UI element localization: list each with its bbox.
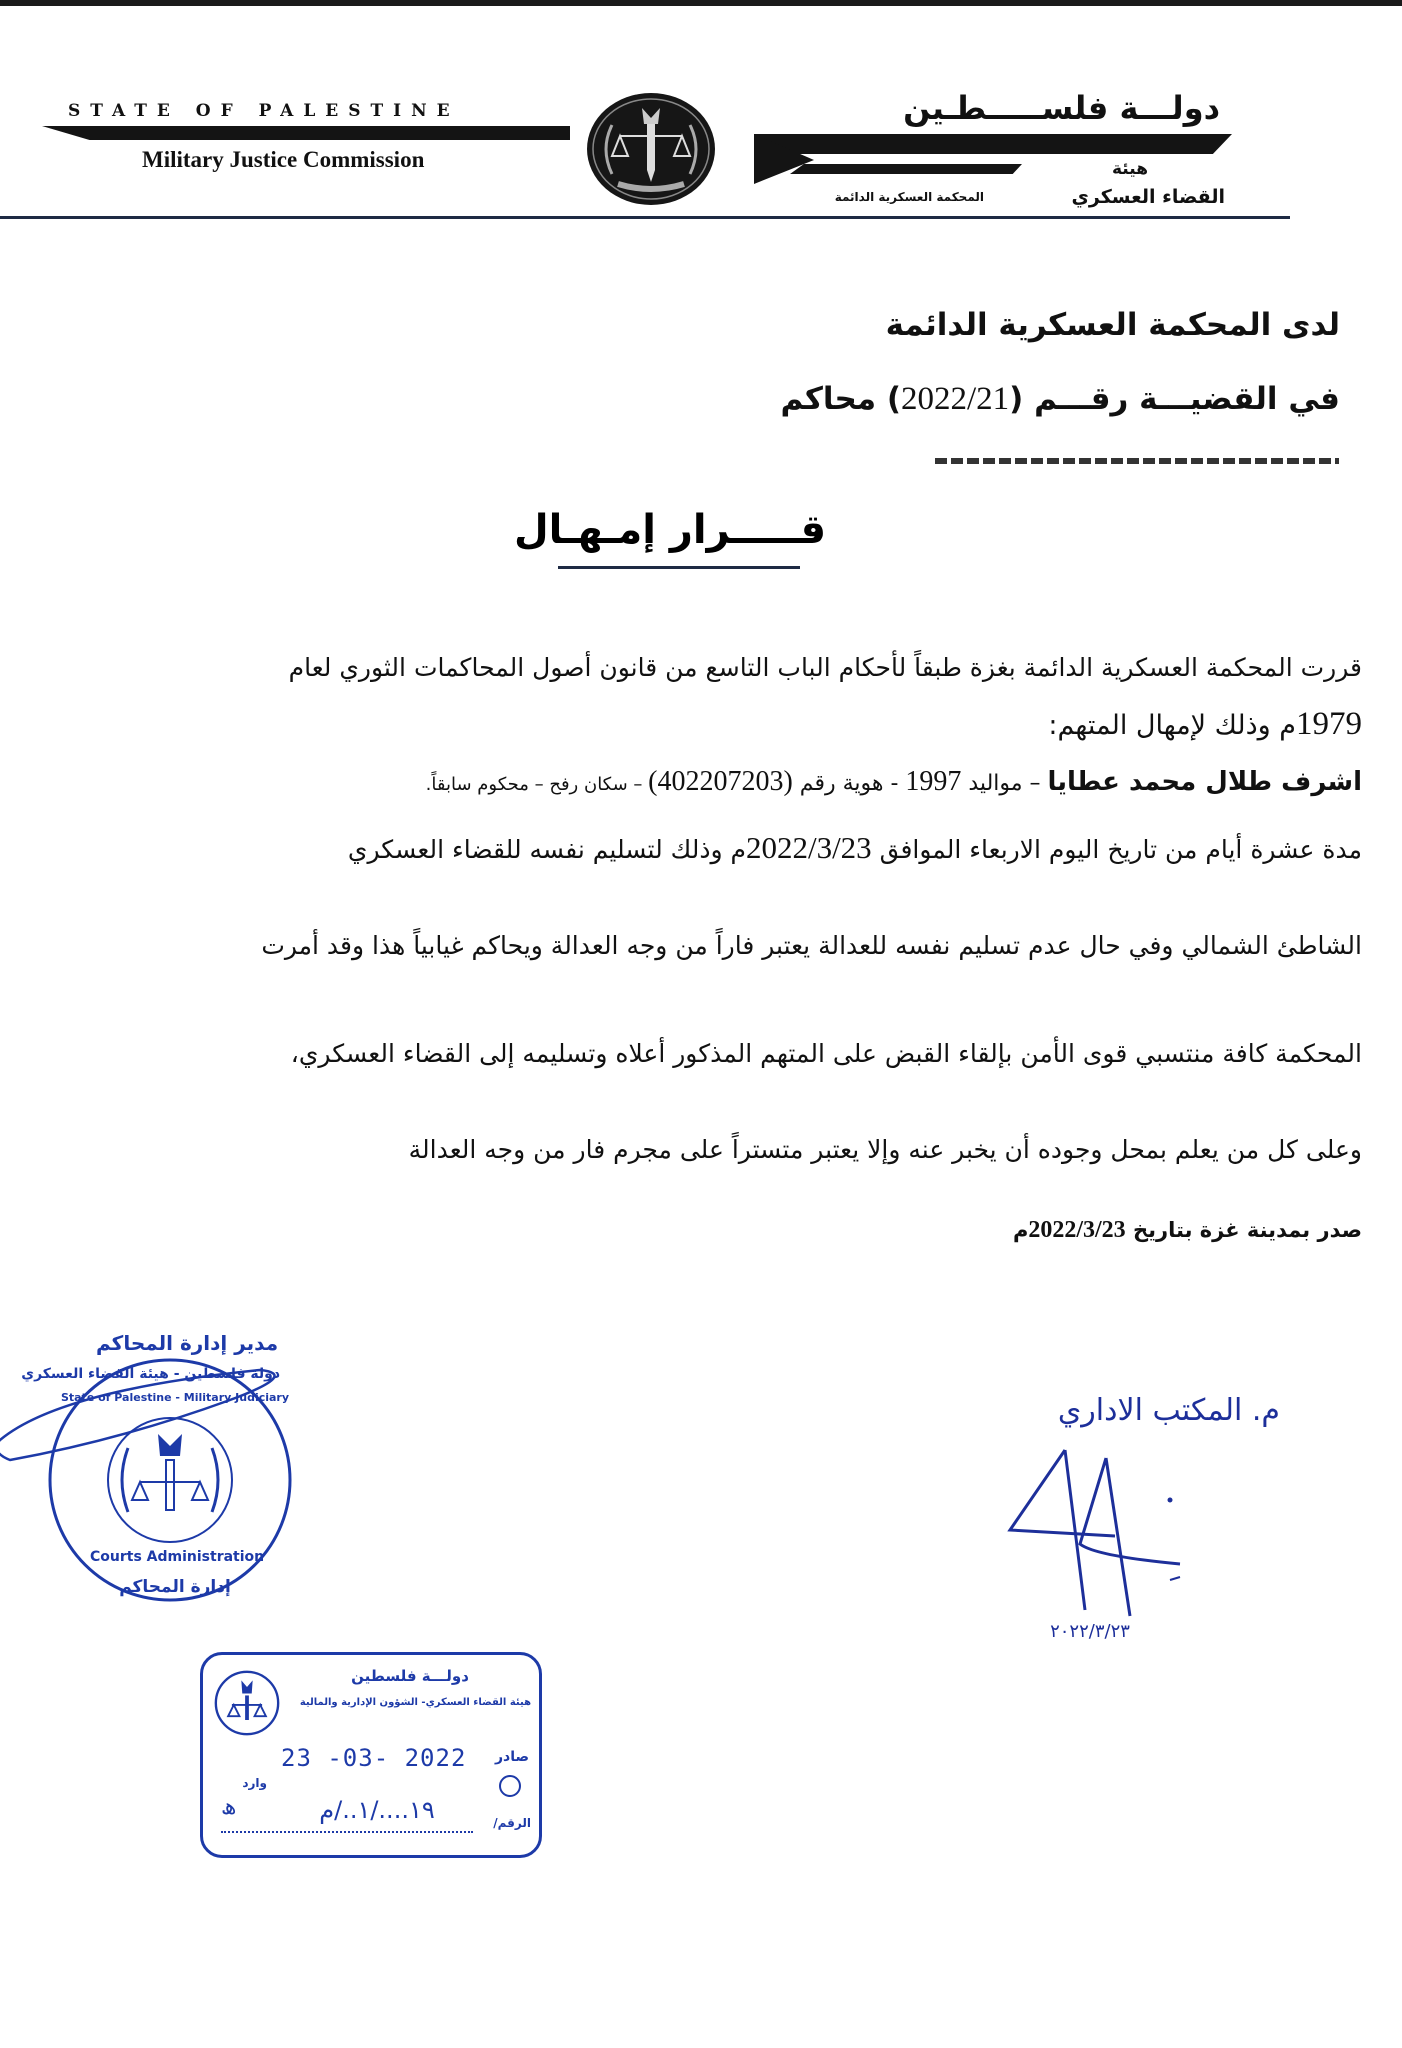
issued-date: 2022/3/23	[1028, 1217, 1126, 1243]
id-number: (402207203)	[648, 766, 793, 797]
court-heading: لدى المحكمة العسكرية الدائمة	[885, 307, 1340, 343]
birth-label: – مواليد	[961, 771, 1048, 796]
stamp-ring-arabic: دولة فلسطين - هيئة القضاء العسكري	[21, 1366, 280, 1382]
stamp-subtitle: هيئة القضاء العسكري- الشؤون الإدارية والمالية	[299, 1697, 531, 1708]
handwritten-signature-icon	[880, 1440, 1300, 1620]
issued-line	[1013, 1210, 1362, 1250]
letterhead-bar-right	[754, 134, 1232, 154]
birth-year: 1997	[905, 766, 962, 797]
accused-residence: – سكان رفح – محكوم سابقاً.	[425, 774, 649, 795]
stamp-handwritten-number: ١٩..../١../م	[319, 1796, 435, 1824]
arabic-judiciary-label: القضاء العسكري	[1071, 186, 1225, 208]
id-label: - هوية رقم	[792, 771, 906, 796]
stamp-date: 23 -03- 2022	[281, 1744, 467, 1772]
scales-of-justice-emblem-icon	[584, 90, 718, 208]
page-top-border	[0, 0, 1402, 6]
decision-title: قـــــرار إمـهـال	[513, 507, 827, 553]
issued-label: صدر بمدينة غزة بتاريخ	[1125, 1218, 1362, 1242]
case-number-heading	[781, 378, 1340, 420]
stamp-handwritten-title: مدير إدارة المحاكم	[96, 1331, 279, 1355]
arabic-court-label: المحكمة العسكرية الدائمة	[834, 190, 984, 204]
registry-stamp	[200, 1652, 542, 1858]
case-number: 2022/21	[901, 381, 1010, 417]
body-line-2	[1048, 704, 1362, 746]
dashed-separator-text	[935, 436, 1339, 454]
signature-date: ٢٠٢٢/٣/٢٣	[1050, 1621, 1130, 1642]
letterhead-divider	[0, 216, 1290, 219]
letterhead-bar-right-secondary	[790, 164, 1022, 174]
accused-name: اشرف طلال محمد عطايا	[1047, 767, 1362, 797]
dashed-separator	[935, 458, 1339, 464]
stamp-number-dotted-line	[221, 1831, 473, 1833]
body-line-5: الشاطئ الشمالي وفي حال عدم تسليم نفسه للعدالة يعتبر فاراً من وجه العدالة ويحاكم غيابياً هذا وقد أمرت	[261, 931, 1362, 960]
outgoing-checkbox-icon	[499, 1775, 521, 1797]
case-suffix: ) محاكم	[780, 381, 901, 417]
body-line-4	[348, 828, 1362, 870]
stamp-outgoing-label: صادر	[494, 1749, 529, 1765]
incoming-mark-icon: ھ	[221, 1795, 237, 1820]
case-prefix: في القضيـــة رقـــم (	[1009, 381, 1340, 417]
stamp-number-label: الرقم/	[493, 1816, 531, 1830]
stamp-emblem-icon	[213, 1669, 281, 1737]
body-line-4-start: مدة عشرة أيام من تاريخ اليوم الاربعاء الموافق	[871, 835, 1362, 864]
body-line-6: المحكمة كافة منتسبي قوى الأمن بإلقاء القبض على المتهم المذكور أعلاه وتسليمه إلى القضاء العسكري،	[290, 1039, 1362, 1068]
letterhead-bar-left	[42, 126, 570, 140]
stamp-courts-admin-arabic: إدارة المحاكم	[119, 1577, 231, 1597]
issued-suffix: م	[1012, 1218, 1029, 1242]
stamp-ring-english: State of Palestine - Military Judiciary	[60, 1391, 290, 1404]
body-line-4-end: م وذلك لتسليم نفسه للقضاء العسكري	[347, 835, 746, 864]
arabic-state-title: دولـــة فلســـــطـين	[903, 89, 1220, 127]
english-state-title: STATE OF PALESTINE	[68, 101, 460, 121]
stamp-incoming-label: وارد	[242, 1776, 267, 1790]
stamp-title: دولـــة فلسطين	[351, 1667, 469, 1685]
body-line-7: وعلى كل من يعلم بمحل وجوده أن يخبر عنه وإلا يعتبر متستراً على مجرم فار من وجه العدالة	[408, 1135, 1362, 1164]
body-line-2-text: م وذلك لإمهال المتهم:	[1048, 710, 1296, 741]
law-year: 1979	[1296, 706, 1362, 742]
signatory-title: م. المكتب الاداري	[1057, 1393, 1280, 1428]
decision-title-underline	[558, 566, 800, 569]
stamp-courts-admin-english: Courts Administration	[90, 1549, 265, 1565]
deadline-start-date: 2022/3/23	[745, 830, 872, 865]
english-commission-subtitle: Military Justice Commission	[142, 147, 425, 172]
accused-details-line	[426, 762, 1362, 805]
body-line-1: قررت المحكمة العسكرية الدائمة بغزة طبقاً لأحكام الباب التاسع من قانون أصول المحاكمات الثوري لعام	[288, 653, 1362, 682]
arabic-commission-label: هيئة	[1112, 159, 1148, 179]
